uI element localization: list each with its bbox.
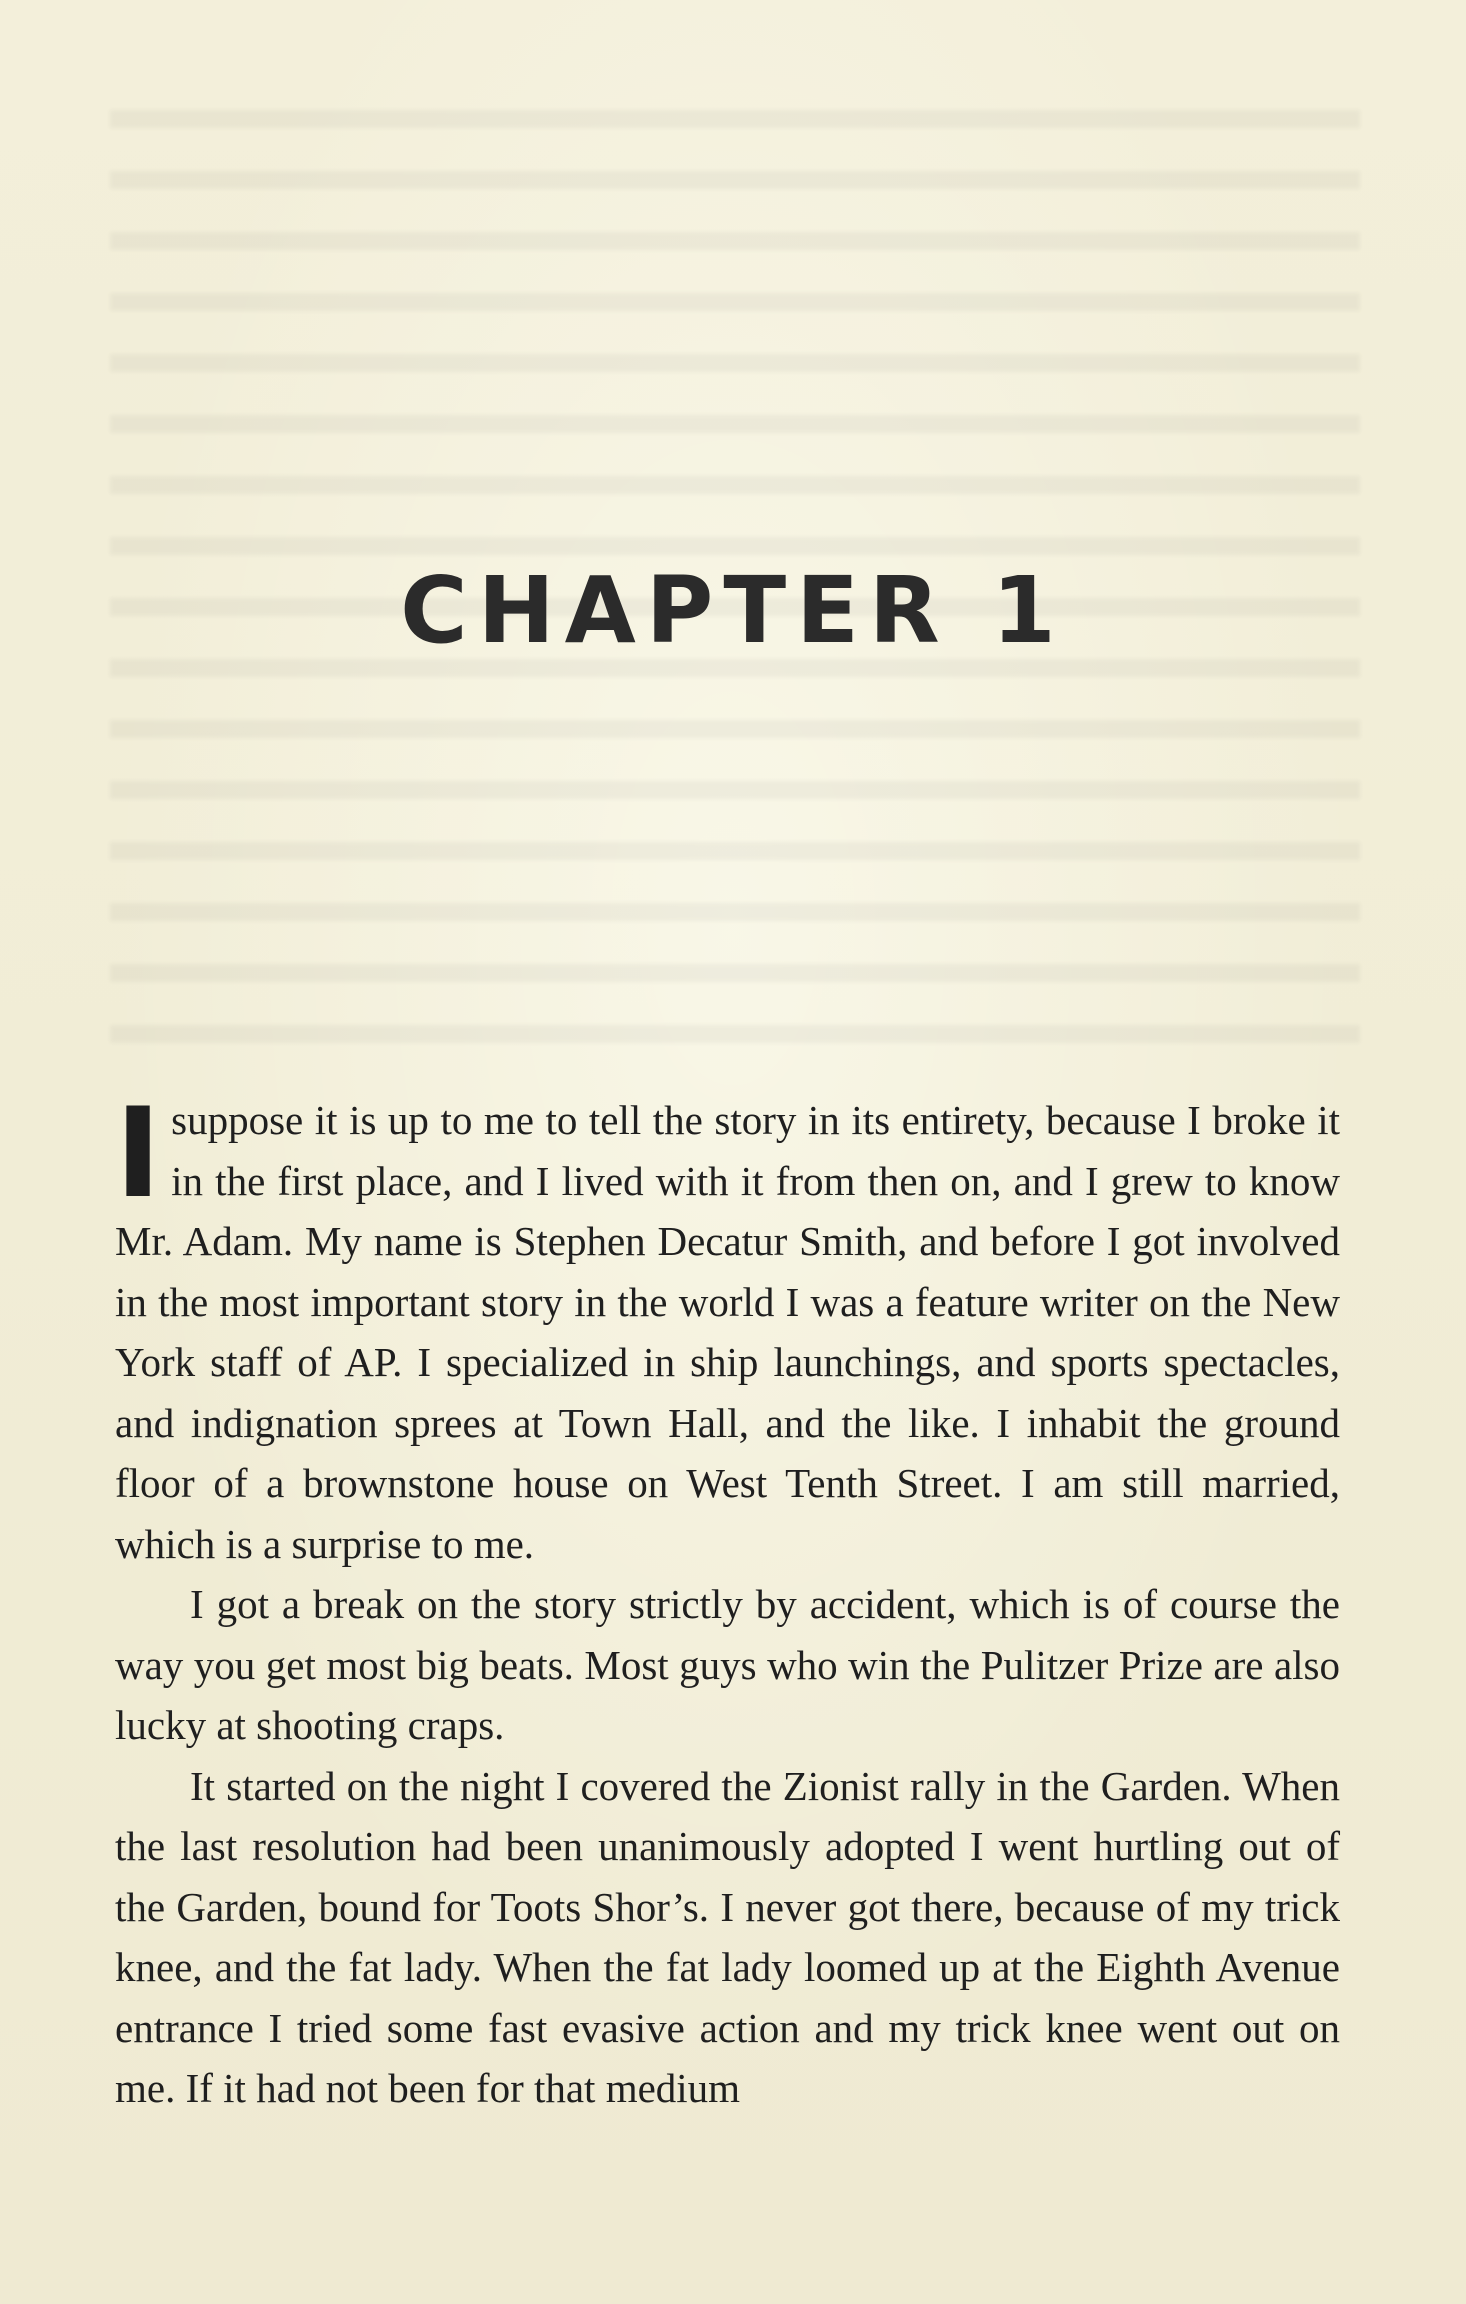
chapter-heading: CHAPTER 1	[400, 557, 1066, 664]
paragraph-1	[115, 1082, 1340, 1574]
paragraph-3: It started on the night I covered the Zionist rally in the Garden. When the last resolution had been unanimously adopted I went hurtling out of the Garden, bound for Toots Shor’s. I never got there, because of my trick knee, and the fat lady. When the fat lady loomed up at the Eighth Avenue entrance I tried some fast evasive action and my trick knee went out on me. If it had not been for that medium	[115, 1762, 1340, 2111]
drop-cap: I	[115, 1082, 162, 1226]
paragraph-2: I got a break on the story strictly by accident, which is of course the way you get most big beats. Most guys who win the Pulitzer Prize are also lucky at shooting craps.	[115, 1581, 1340, 1748]
chapter-body	[115, 1082, 1340, 2119]
paragraph-1-text: suppose it is up to me to tell the story in its entirety, because I broke it in the first place, and I lived with it from then on, and I grew to know Mr. Adam. My name is Stephen Decatur Smith, and before I got involved in the most important story in the world I was a feature writer on the New York staff of AP. I specialized in ship launchings, and sports spectacles, and indignation sprees at Town Hall, and the like. I inhabit the ground floor of a brownstone house on West Tenth Street. I am still married, which is a surprise to me.	[115, 1097, 1340, 1567]
